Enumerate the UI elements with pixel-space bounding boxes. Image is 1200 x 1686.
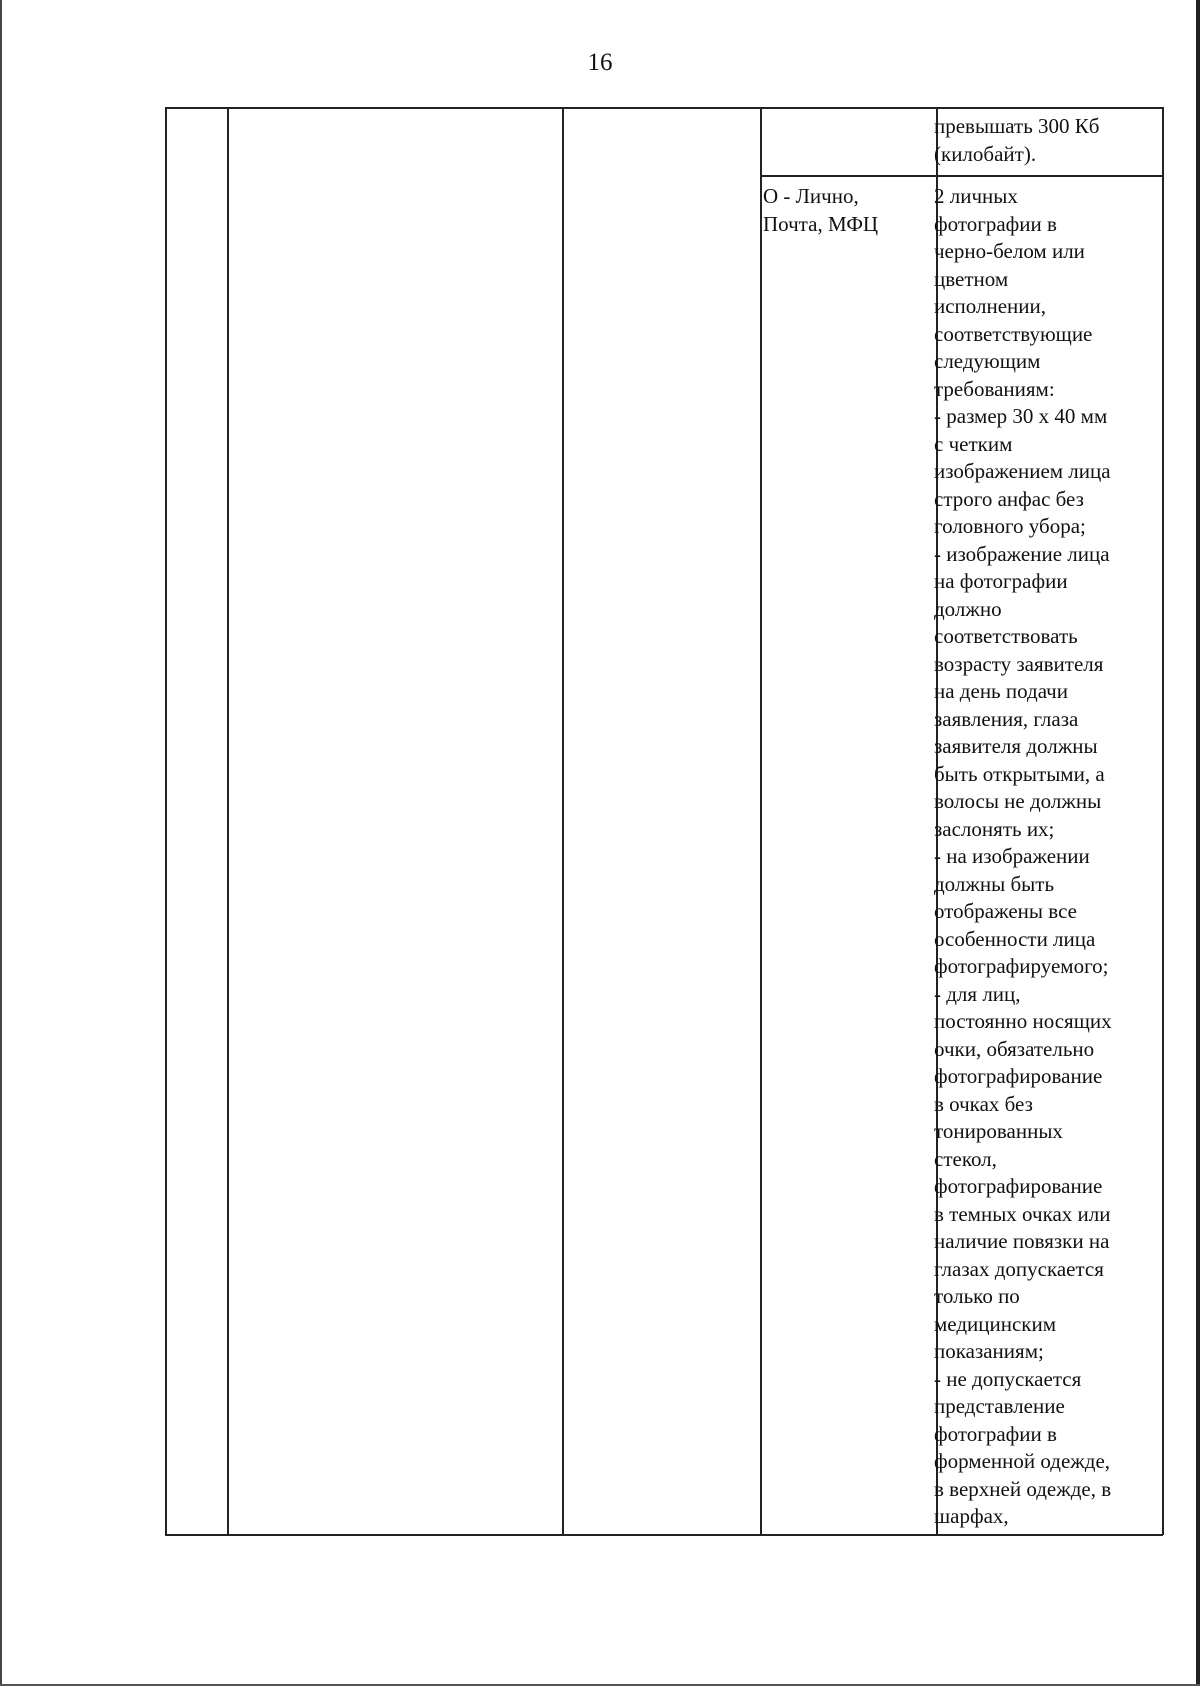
table-border-left [165, 107, 167, 1535]
table-cell-row2-col5: 2 личных фотографии в черно-белом или цветном исполнении, соответствующие следующим требованиям: - размер 30 х 40 мм с четким изображением лица строго анфас без головного убора; - изображение лица на фотографии должно соответствовать возрасту заявителя на день подачи заявления, глаза заявителя должны быть открытыми, а волосы не должны заслонять их; - на изображении должны быть отображены все особенности лица фотографируемого; - для лиц, постоянно носящих очки, обязательно фотографирование в очках без тонированных стекол, фотографирование в темных очках или наличие повязки на глазах допускается только по медицинским показаниям; - не допускается представление фотографии в форменной одежде, в верхней одежде, в шарфах, [934, 184, 1112, 1528]
table-border-top [165, 107, 1163, 109]
scan-edge-left [0, 0, 2, 1686]
table-border-right [1162, 107, 1164, 1535]
column-divider-2 [562, 107, 564, 1535]
page-number: 16 [587, 49, 613, 76]
column-divider-1 [227, 107, 229, 1535]
document-table [165, 107, 1163, 1535]
scan-edge-right [1196, 0, 1200, 1686]
table-border-bottom [165, 1534, 1163, 1536]
table-cell-row1-col5: превышать 300 Кб (килобайт). [934, 114, 1100, 166]
row-divider [760, 175, 1163, 177]
table-cell-row2-col4: О - Лично, Почта, МФЦ [763, 184, 879, 236]
column-divider-3 [760, 107, 762, 1535]
